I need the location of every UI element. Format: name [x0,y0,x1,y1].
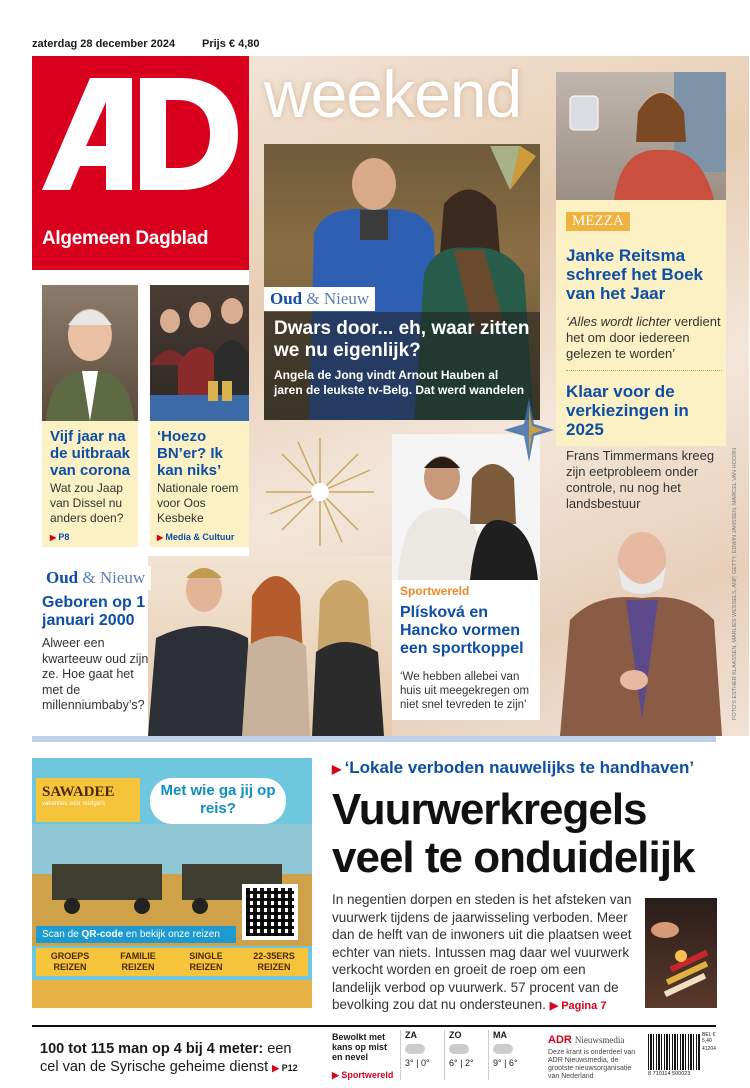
millennium-section-oud: Oud [46,568,79,587]
cloud-icon [405,1044,425,1054]
ad-button-single[interactable]: SINGLE REIZEN [189,951,223,972]
sawadee-bubble: Met wie ga jij op reis? [150,778,286,824]
section-oud: Oud [270,289,303,308]
sawadee-advertisement[interactable] [32,758,312,1008]
verkiezingen-body: Frans Timmermans kreeg zijn eetprobleem onder controle, nu nog het landsbestuur [566,448,715,511]
mezza-body [566,314,722,362]
masthead-logo[interactable] [32,56,249,270]
corona-body: Wat zou Jaap van Dissel nu anders doen? [50,481,124,525]
millennium-body: Alweer een kwarteeuw oud zijn ze. Hoe gaat het met de millenniumbaby’s? [42,636,149,712]
lead-kicker-text: ‘Lokale verboden nauwelijks te handhaven’ [344,758,695,777]
verkiezingen-title[interactable]: Klaar voor de verkiezingen in 2025 [566,382,689,439]
sawadee-logo [36,778,140,822]
lead-body-text: In negentien dorpen en steden is het afsteken van vuurwerk tijdens de jaarwisseling verboden. Meer dan de helft van de inwoners uit die plaatsen weet echter van niets. Intussen mag daar wel vuurwerk verkocht worden en groeit de roep om een landelijk verbod op vuurwerk. 57 procent van de bevolking zou dat nu ondersteunen. [332,892,632,1012]
ad-button-2235ers[interactable]: 22-35ERS REIZEN [253,951,295,972]
hero-section-label [264,287,375,311]
corona-tag[interactable]: ▶ P8 [50,532,69,542]
weather-day-zo [444,1030,488,1080]
corona-title[interactable]: Vijf jaar na de uitbraak van corona [50,428,131,479]
timmermans-portrait-illustration [556,520,724,736]
hero-body: Angela de Jong vindt Arnout Hauben al jaren de leukste tv-Belg. Dat werd wandelen [274,368,525,397]
lead-ref[interactable]: ▶ Pagina 7 [549,1000,607,1012]
corona-photo[interactable] [42,285,138,421]
millennium-section-nieuw: & Nieuw [82,568,146,587]
star-ornament-icon [480,146,540,206]
qr-pattern-icon [246,888,294,936]
mezza-label: MEZZA [566,212,630,231]
hero-title: Dwars door... eh, waar zitten we nu eigenlijk? [274,318,530,361]
barcode [648,1032,718,1078]
section-nieuw: & Nieuw [306,289,370,308]
bner-photo[interactable] [150,285,249,421]
cloud-icon [493,1044,513,1054]
adr-brand2: Nieuwsmedia [574,1035,625,1045]
bottom-strong: 100 tot 115 man op 4 bij 4 meter: [40,1041,264,1057]
hero-title-box[interactable] [264,312,540,420]
lead-headline[interactable]: Vuurwerkregels veel te onduidelijk [332,785,695,882]
bner-title[interactable]: ‘Hoezo BN’er? Ik kan niks’ [157,428,223,479]
firework-burst-icon [262,434,378,550]
weather-day-ma [488,1030,538,1080]
lead-kicker [332,758,694,778]
weather-day-temp: 9° | 6° [493,1058,518,1068]
mezza-title[interactable]: Janke Reitsma schreef het Boek van het Jaar [566,246,703,303]
ad-logo-icon [40,78,240,190]
adr-nieuwsmedia [548,1034,640,1081]
adr-logo [548,1034,640,1046]
qr-text-c: en bekijk onze reizen [123,929,220,940]
weather-tag [332,1070,393,1081]
mezza-photo[interactable] [556,72,726,200]
qr-text-a: Scan de [42,929,82,940]
lead-ref-text: Pagina 7 [561,1000,607,1012]
bner-body: Nationale roem voor Oos Kesbeke [157,481,239,525]
bner-tag[interactable]: ▶ Media & Cultuur [157,532,234,542]
weather-tag-text: Sportwereld [341,1070,394,1080]
kesbeke-portrait-illustration [150,285,249,421]
lead-photo[interactable] [645,898,717,1008]
footer-divider [32,1025,716,1027]
top-bar [32,38,720,54]
sawadee-footer-strip [32,980,312,1008]
weekend-label: weekend [264,57,522,131]
weather-tag-arrow-icon: ▶ [332,1070,342,1080]
weather-day-za [400,1030,444,1080]
sawadee-brand-sub: vakanties voor reizigers [42,801,106,807]
adr-text: Deze krant is onderdeel van ADR Nieuwsmedia, de grootste nieuwsorganisatie van Nederland [548,1049,636,1080]
sport-label: Sportwereld [400,584,470,598]
weather-summary: Bewolkt met kans op mist en nevel [332,1032,388,1062]
masthead-subtitle: Algemeen Dagblad [42,228,209,249]
lead-body [332,891,637,1016]
section-divider [32,736,716,742]
bottom-ref-text: P12 [281,1063,298,1073]
issue-date: zaterdag 28 december 2024 [32,38,176,50]
van-dissel-portrait-illustration [42,285,138,421]
barcode-bars-icon [648,1034,700,1070]
ad-button-groeps[interactable]: GROEPS REIZEN [50,951,90,972]
mezza-quote: ‘Alles wordt lichter [566,314,671,329]
millennium-title[interactable]: Geboren op 1 januari 2000 [42,594,146,629]
sawadee-brand: SAWADEE [42,784,115,800]
sawadee-qr-code[interactable] [242,884,298,940]
blue-star-ornament-icon [504,398,554,462]
millennium-photo[interactable] [148,556,392,736]
barcode-number: 8 710114 500023 [648,1071,691,1077]
mezza-portrait-illustration [556,72,726,200]
weather-day-label: ZA [405,1030,417,1040]
timmermans-photo[interactable] [556,520,724,736]
sawadee-qr-text [36,926,236,943]
bottom-teaser[interactable] [40,1040,310,1077]
adr-brand: ADR [548,1034,572,1046]
weather-day-temp: 6° | 2° [449,1058,474,1068]
weather-day-temp: 3° | 0° [405,1058,430,1068]
bottom-ref: ▶ P12 [272,1063,298,1073]
sport-title[interactable]: Plísková en Hancko vormen een sportkoppel [400,604,524,657]
weather-day-label: MA [493,1030,507,1040]
mezza-body-text: verdient het om door iedereen gelezen te worden’ [566,314,721,361]
photo-credits: FOTO'S ESTHER KLAASSEN, MARLIES WESSELS, ANP, GETTY, EDWIN JANSSEN, MARCEL VAN HOORN [732,447,738,720]
weather-day-label: ZO [449,1030,462,1040]
qr-text-b: QR-code [81,929,124,940]
issue-price: Prijs € 4,80 [202,38,260,50]
cloud-icon [449,1044,469,1054]
millennium-section-label [40,566,151,590]
barcode-issue: 41204 [702,1046,716,1052]
fireworks-hands-illustration [645,898,717,1008]
barcode-price: BEL € 5,40 [702,1032,716,1044]
weather-widget[interactable] [332,1030,540,1080]
millennium-people-illustration [148,556,392,736]
bottom-rest: een cel van de Syrische geheime dienst [40,1041,292,1075]
sawadee-buttons [36,948,308,976]
ad-button-familie[interactable]: FAMILIE REIZEN [120,951,156,972]
kicker-arrow-icon: ▶ [332,762,345,776]
mezza-separator [566,370,722,371]
sport-body: ‘We hebben allebei van huis uit meegekregen om niet snel tevreden te zijn’ [400,671,530,711]
